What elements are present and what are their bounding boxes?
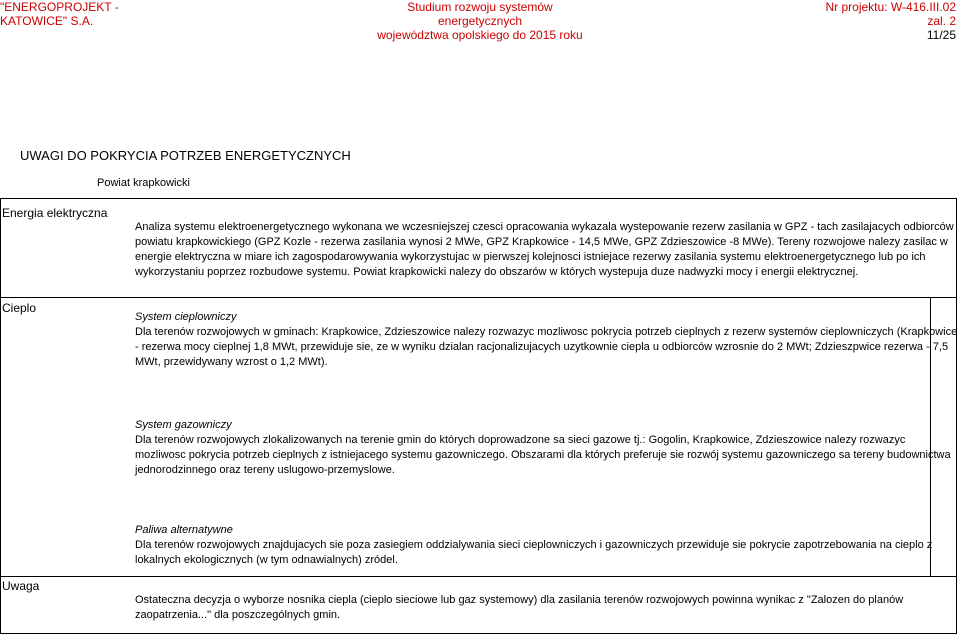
- alternative-fuels-title: Paliwa alternatywne: [135, 524, 233, 536]
- gas-system-title: System gazowniczy: [135, 419, 232, 431]
- company-name-line1: "ENERGOPROJEKT -: [0, 0, 119, 14]
- project-info: [756, 0, 956, 42]
- electric-line: energie elektryczna w miare ich zagospodarowywania wykorzystujac w pierwszej kolejnosci istniejace rezerwy zasilania systemu elektroenergetycznego lub po ich: [135, 251, 926, 263]
- alternative-fuels-block: [135, 523, 932, 568]
- gas-system-line: Dla terenów rozwojowych zlokalizowanych na terenie gmin do których doprowadzone sa sieci gazowe tj.: Gogolin, Krapkowice, Zdzieszowice nalezy rozwazyc: [135, 434, 906, 446]
- company-name-line2: KATOWICE" S.A.: [0, 14, 94, 28]
- note-line: zaopatrzenia..." dla poszczególnych gmin.: [135, 609, 341, 621]
- section-label-electric: Energia elektryczna: [2, 206, 108, 220]
- study-title: [375, 0, 585, 42]
- gas-system-line: mozliwosc pokrycia potrzeb cieplnych z istniejacego systemu gazowniczego. Obszarami dla których preferuje sie rozwój systemu gazowniczego sa tereny budownictwa: [135, 449, 951, 461]
- attachment-number: zal. 2: [927, 14, 956, 28]
- note-text: [135, 593, 903, 623]
- page-number: 11/25: [926, 28, 956, 42]
- electric-line: wykorzystaniu poprzez rozbudowe systemu. Powiat krapkowicki nalezy do obszarów w których wystepuja duze nadwyzki mocy i energii elektrycznej.: [135, 266, 859, 278]
- gas-system-line: jednorodzinnego oraz tereny uslugowo-przemyslowe.: [135, 464, 395, 476]
- project-number: Nr projektu: W-416.III.02: [825, 0, 956, 14]
- district-heating-line: Dla terenów rozwojowych w gminach: Krapkowice, Zdzieszowice nalezy rozwazyc mozliwosc pokrycia potrzeb cieplnych z rezerw systemów cieplowniczych (Krapkowice: [135, 326, 958, 338]
- company-name: [0, 0, 119, 28]
- row-divider-heat-note: [0, 576, 957, 577]
- study-title-line2: województwa opolskiego do 2015 roku: [377, 28, 583, 42]
- alternative-fuels-line: Dla terenów rozwojowych znajdujacych sie poza zasiegiem oddzialywania sieci cieplowniczych i gazowniczych przewiduje sie pokrycie zapotrzebowania na cieplo z: [135, 539, 933, 551]
- district-heating-line: - rezerwa mocy cieplnej 1,8 MWt, przewiduje sie, ze w wyniku dzialan racjonalizujacych uzytkownie ciepla u odbiorców wzrosnie do 2 MWt; Zdzieszpwice rezerwa - 7,5: [135, 341, 949, 353]
- study-title-line1: Studium rozwoju systemów energetycznych: [407, 0, 553, 28]
- district-heating-block: [135, 310, 957, 370]
- electric-line: Analiza systemu elektroenergetycznego wykonana we wczesniejszej czesci opracowania wykazala wystepowanie rezerw zasilania w GPZ - tach zasilajacych odbiorców: [135, 221, 954, 233]
- district-name: Powiat krapkowicki: [97, 177, 190, 189]
- district-heating-line: MWt, przewidywany wzrost o 1,2 MWt).: [135, 356, 328, 368]
- gas-system-block: [135, 418, 951, 478]
- note-line: Ostateczna decyzja o wyborze nosnika ciepla (cieplo sieciowe lub gaz systemowy) dla zasilania terenów rozwojowych powinna wynikac z "Zalozen do planów: [135, 594, 904, 606]
- page-title: UWAGI DO POKRYCIA POTRZEB ENERGETYCZNYCH: [20, 148, 351, 163]
- section-label-heat: Cieplo: [2, 301, 37, 315]
- section-label-note: Uwaga: [2, 579, 40, 593]
- alternative-fuels-line: lokalnych ekologicznych (w tym odnawialnych) zródel.: [135, 554, 398, 566]
- electric-line: powiatu krapkowickiego (GPZ Kozle - rezerwa zasilania wynosi 2 MWe, GPZ Krapkowice - 14,5 MWe, GPZ Zdzieszowice -8 MWe). Tereny rozwojowe nalezy zasilac w: [135, 236, 948, 248]
- row-divider-electric-heat: [0, 297, 957, 298]
- electric-text: [135, 220, 954, 280]
- district-heating-title: System cieplowniczy: [135, 311, 237, 323]
